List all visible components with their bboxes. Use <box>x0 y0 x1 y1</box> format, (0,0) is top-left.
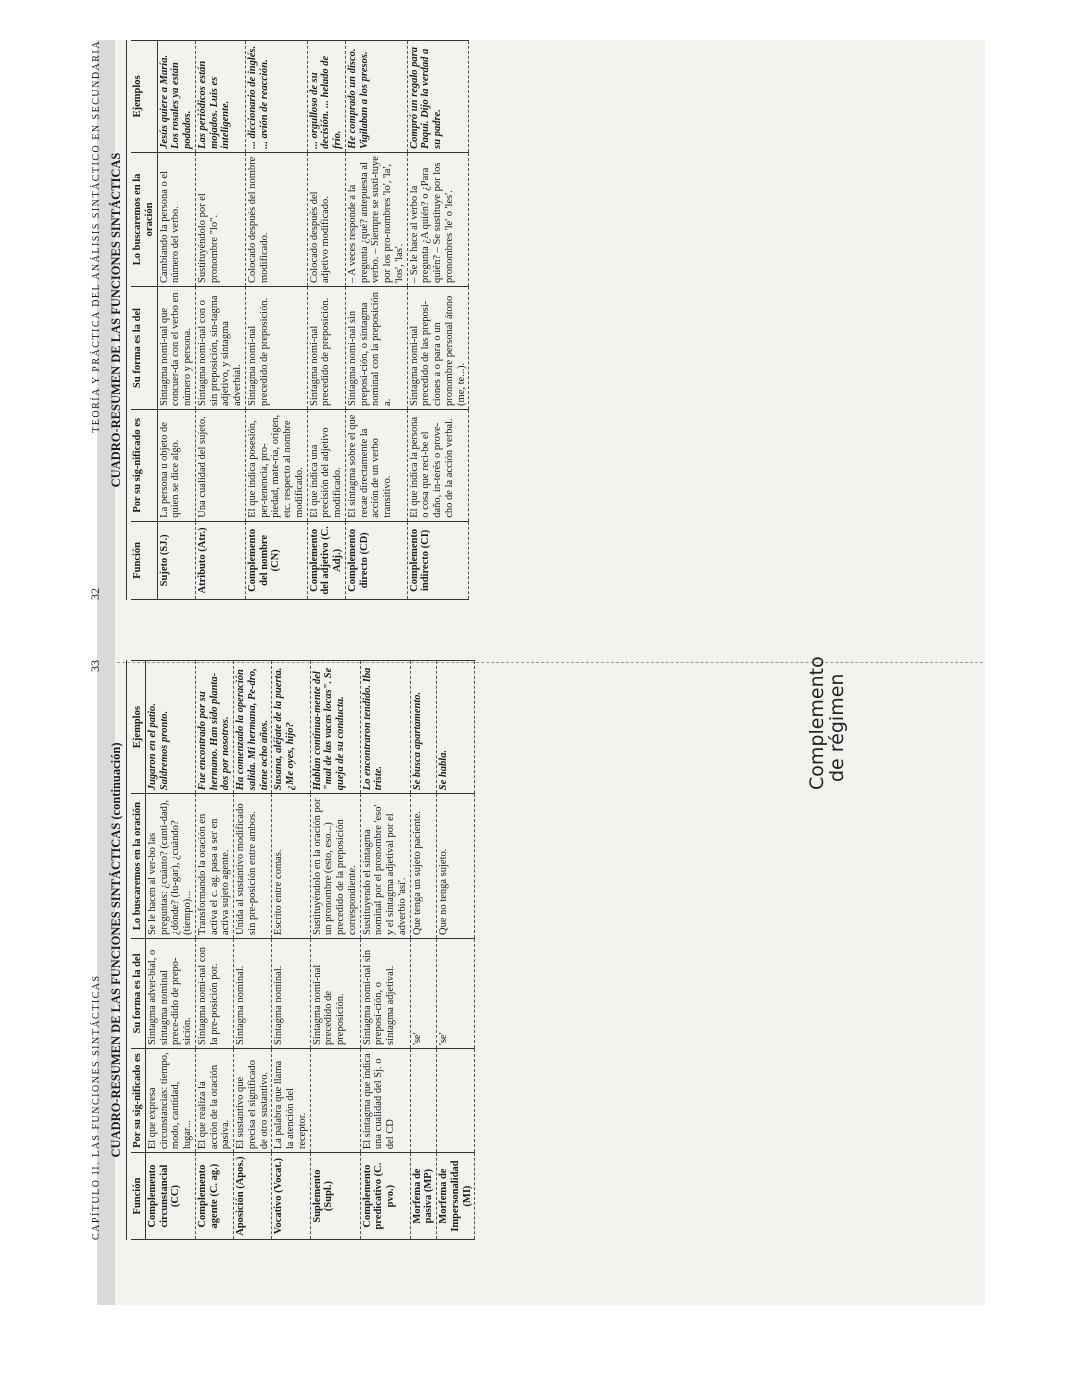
meaning-cell: El que indica la persona o cosa que reci-be el daño, in-terés o prove-cho de la acción verbal. <box>407 409 469 521</box>
table-row <box>307 41 345 600</box>
table-row <box>234 661 272 1240</box>
example-cell: Jugaron en el patio. Saldremos pronto. <box>145 661 195 794</box>
search-cell: Sustituyéndolo por el pronombre "lo". <box>195 152 245 286</box>
table-header-row <box>131 661 145 1240</box>
search-cell: Sustituyendo el sintagma nominal por el pronombre 'eso' y el sintagma adjetival por el adverbio 'así'. <box>360 794 410 939</box>
search-cell: Unida al sustantivo modificado sin pre-posición entre ambos. <box>234 794 272 939</box>
form-cell: Sintagma nominal. <box>272 938 310 1048</box>
function-cell: Complemento predicativo (C. pvo.) <box>360 1153 410 1240</box>
column-header: Su forma es la del <box>131 938 145 1048</box>
meaning-cell: El que expresa circunstancias: tiempo, modo, cantidad, lugar... <box>145 1048 195 1152</box>
function-cell: Complemento circunstancial (CC) <box>145 1153 195 1240</box>
form-cell: Sintagma nomi-nal precedido de preposición. <box>245 286 307 409</box>
form-cell: Sintagma nomi-nal con o sin preposición, sin-tagma adjetivo, y sintagma adverbial. <box>195 286 245 409</box>
column-header: Función <box>131 521 157 599</box>
search-cell: Colocado después del nombre modificado. <box>245 152 307 286</box>
example-cell: Ha comenzado la operación salida. Mi hermana, Pe-dro, tiene ocho años. <box>234 661 272 794</box>
form-cell: Sintagma nomi-nal precedido de preposición. <box>307 286 345 409</box>
form-cell: Sintagma nomi-nal que concuer-da con el verbo en número y persona. <box>157 286 195 409</box>
table-row <box>437 661 475 1240</box>
table-row <box>145 661 195 1240</box>
table-title: CUADRO-RESUMEN DE LAS FUNCIONES SINTÁCTICAS <box>109 40 127 600</box>
function-cell: Morfema de Impersonalidad (MI) <box>437 1153 475 1240</box>
column-header: Por su sig-nificado es <box>131 409 157 521</box>
example-cell: Jesús quiere a María. Los rosales ya están podados. <box>157 41 195 153</box>
example-cell: ... diccionario de inglés. ... avión de reacción. <box>245 41 307 153</box>
form-cell: Sintagma nominal. <box>234 938 272 1048</box>
meaning-cell: El sintagma que indica una cualidad del Sj. o del CD <box>360 1048 410 1152</box>
column-header: Por su sig-nificado es <box>131 1048 145 1152</box>
column-header: Ejemplos <box>131 41 157 153</box>
form-cell: 'se' <box>437 938 475 1048</box>
function-cell: Complemento directo (CD) <box>345 521 407 599</box>
meaning-cell: La palabra que llama la atención del receptor. <box>272 1048 310 1152</box>
search-cell: – Se le hace al verbo la pregunta ¿A quién? o ¿Para quién? – Se sustituye por los pronombres 'le' o 'les'. <box>407 152 469 286</box>
column-header: Lo buscaremos en la oración <box>131 152 157 286</box>
meaning-cell: La persona u objeto de quien se dice algo. <box>157 409 195 521</box>
meaning-cell: El que realiza la acción de la oración pasiva. <box>195 1048 233 1152</box>
example-cell: Se habla. <box>437 661 475 794</box>
table-row <box>310 661 360 1240</box>
example-cell: Fue encontrado por su hermano. Han sido planta-dos por nosotros. <box>195 661 233 794</box>
column-header: Su forma es la del <box>131 286 157 409</box>
form-cell: Sintagma nomi-nal sin preposi-ción, o sintagma adjetival. <box>360 938 410 1048</box>
search-cell: Transformando la oración en activa el c. ag. pasa a ser en activa sujeto agente. <box>195 794 233 939</box>
function-cell: Complemento del nombre (CN) <box>245 521 307 599</box>
functions-table <box>131 40 469 600</box>
example-cell: He comprado un disco. Vigilaban a los presos. <box>345 41 407 153</box>
form-cell: Sintagma nomi-nal con la pre-posición por. <box>195 938 233 1048</box>
table-header-row <box>131 41 157 600</box>
meaning-cell: El que indica una precisión del adjetivo modificado. <box>307 409 345 521</box>
column-header: Ejemplos <box>131 661 145 794</box>
handwritten-line: de régimen <box>825 673 848 782</box>
example-cell: Hablan continua-mente del "mal de las vacas locas". Se queja de su conducta. <box>310 661 360 794</box>
column-header: Lo buscaremos en la oración <box>131 794 145 939</box>
function-cell: Suplemento (Supl.) <box>310 1153 360 1240</box>
example-cell: Compró un regalo para Paqui. Dijo la verdad a su padre. <box>407 41 469 153</box>
search-cell: Se le hacen al ver-bo las preguntas: ¿cuánto? (canti-dad), ¿dónde? (lu-gar), ¿cuándo? (tiempo)... <box>145 794 195 939</box>
example-cell: Lo encontraron tendido. Iba triste. <box>360 661 410 794</box>
example-cell: ... orgulloso de su decisión. ... helado de frío. <box>307 41 345 153</box>
meaning-cell: Una cualidad del sujeto. <box>195 409 245 521</box>
page-number: 32 <box>88 588 102 600</box>
page-33 <box>88 660 848 1240</box>
page-number: 33 <box>88 660 102 672</box>
table-row <box>195 41 245 600</box>
table-row <box>407 41 469 600</box>
form-cell: Sintagma nomi-nal sin preposi-ción, o sintagma nominal con la preposición a. <box>345 286 407 409</box>
search-cell: Que tenga un sujeto paciente. <box>410 794 437 939</box>
search-cell: Colocado después del adjetivo modificado. <box>307 152 345 286</box>
table-row <box>272 661 310 1240</box>
form-cell: 'se' <box>410 938 437 1048</box>
search-cell: Cambiando la persona o el número del verbo. <box>157 152 195 286</box>
table-row <box>410 661 437 1240</box>
form-cell: Sintagma nomi-nal precedido de las preposi-ciones a o para o un pronombre personal átono (me, te...). <box>407 286 469 409</box>
running-header-text: CAPÍTULO II. LAS FUNCIONES SINTÁCTICAS <box>91 974 102 1240</box>
function-cell: Complemento indirecto (CI) <box>407 521 469 599</box>
handwritten-line: Complemento <box>806 656 828 790</box>
search-cell: Sustituyéndolo en la oración por un pronombre (esto, eso...) precedido de la preposición correspondiente. <box>310 794 360 939</box>
function-cell: Sujeto (SJ.) <box>157 521 195 599</box>
table-title: CUADRO-RESUMEN DE LAS FUNCIONES SINTÁCTICAS (continuación) <box>109 660 127 1240</box>
form-cell: Sintagma nomi-nal precedido de preposición. <box>310 938 360 1048</box>
function-cell: Aposición (Apos.) <box>234 1153 272 1240</box>
meaning-cell: El sintagma sobre el que recae directamente la acción de un verbo transitivo. <box>345 409 407 521</box>
table-row <box>345 41 407 600</box>
function-cell: Atributo (Atr.) <box>195 521 245 599</box>
meaning-cell <box>410 1048 437 1152</box>
function-cell: Morfema de pasiva (MP) <box>410 1153 437 1240</box>
table-row <box>195 661 233 1240</box>
search-cell: – A veces responde a la pregunta ¿qué? antepuesta al verbo. – Siempre se susti-tuye por los pro-nombres 'lo', 'la', 'los', 'las'. <box>345 152 407 286</box>
meaning-cell <box>437 1048 475 1152</box>
meaning-cell: El sustantivo que precisa el significado de otro sustantivo. <box>234 1048 272 1152</box>
meaning-cell <box>310 1048 360 1152</box>
column-header: Función <box>131 1153 145 1240</box>
running-header-text: TEORÍA Y PRÁCTICA DEL ANÁLISIS SINTÁCTICO EN SECUNDARIA <box>91 40 102 433</box>
table-row <box>245 41 307 600</box>
handwritten-annotation <box>808 656 848 790</box>
search-cell: Que no tenga sujeto. <box>437 794 475 939</box>
table-row <box>157 41 195 600</box>
form-cell: Sintagma adver-bial, o sintagma nominal prece-dido de prepo-sición. <box>145 938 195 1048</box>
function-cell: Vocativo (Vocat.) <box>272 1153 310 1240</box>
example-cell: Las periódicos están mojados. Luis es inteligente. <box>195 41 245 153</box>
running-header <box>88 40 103 600</box>
example-cell: Se busca apartamento. <box>410 661 437 794</box>
table-row <box>360 661 410 1240</box>
functions-table-continued <box>131 660 475 1240</box>
example-cell: Susana, aléjate de la puerta. ¿Me oyes, hijo? <box>272 661 310 794</box>
search-cell: Escrito entre comas. <box>272 794 310 939</box>
running-header <box>88 660 103 1240</box>
page-32 <box>88 40 848 600</box>
meaning-cell: El que indica posesión, per-tenencia, pro-piedad, mate-ria, origen, etc. respecto al nombre modificado. <box>245 409 307 521</box>
function-cell: Complemento del adjetivo (C. Adj.) <box>307 521 345 599</box>
function-cell: Complemento agente (C. ag.) <box>195 1153 233 1240</box>
